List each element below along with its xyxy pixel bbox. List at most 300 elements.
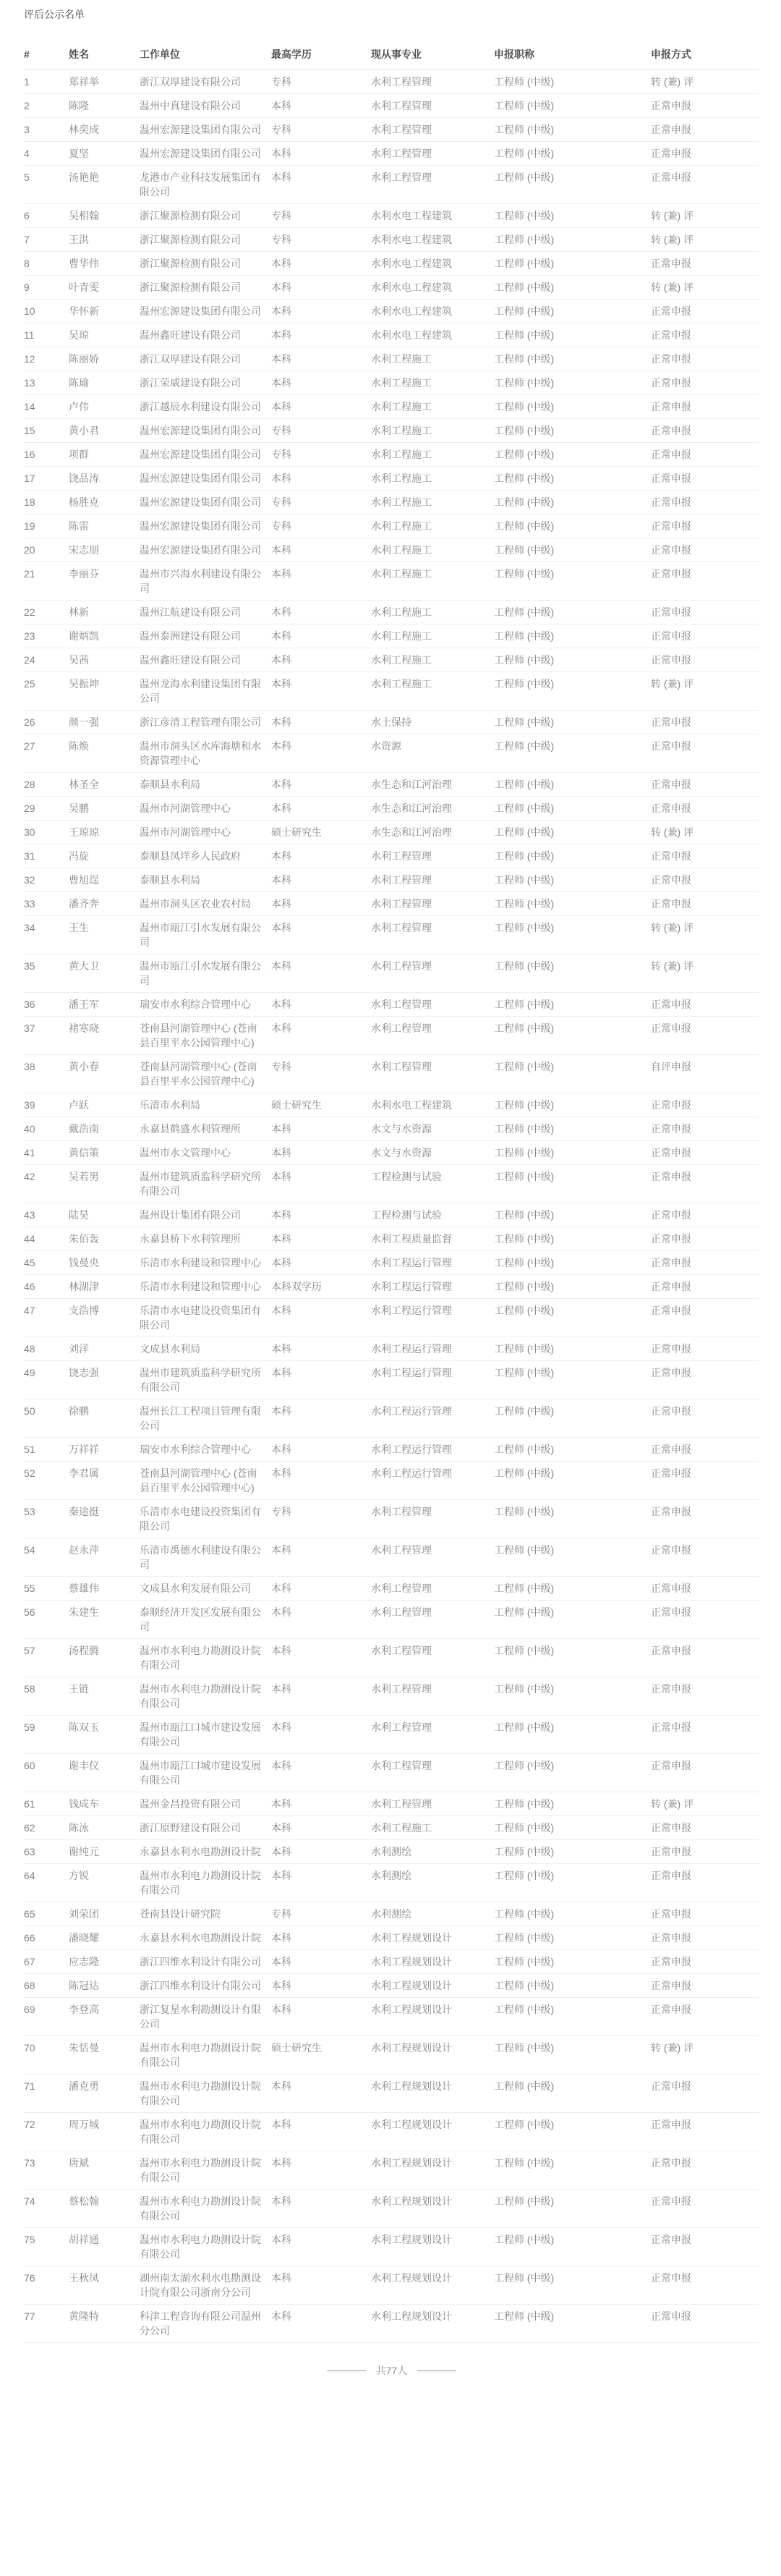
- cell-profession: 水利工程规划设计: [371, 2266, 494, 2305]
- cell-method: 转 (兼) 评: [651, 1792, 759, 1816]
- table-row: [24, 538, 759, 562]
- cell-title: 工程师 (中级): [494, 443, 651, 467]
- table-row: [24, 467, 759, 491]
- cell-name: 应志隆: [69, 1950, 140, 1974]
- cell-title: 工程师 (中级): [494, 868, 651, 892]
- cell-title: 工程师 (中级): [494, 1438, 651, 1462]
- cell-name: 王琼琼: [69, 821, 140, 844]
- cell-index: 31: [24, 844, 69, 868]
- cell-index: 24: [24, 648, 69, 672]
- cell-title: 工程师 (中级): [494, 821, 651, 844]
- cell-title: 工程师 (中级): [494, 1950, 651, 1974]
- cell-profession: 水利工程施工: [371, 347, 494, 371]
- cell-education: 本科: [271, 868, 371, 892]
- cell-method: 转 (兼) 评: [651, 228, 759, 252]
- cell-method: 转 (兼) 评: [651, 821, 759, 844]
- cell-title: 工程师 (中级): [494, 1299, 651, 1337]
- table-row: [24, 2228, 759, 2266]
- col-header-name: 姓名: [69, 39, 140, 70]
- cell-employer: 乐清市水电建设投资集团有限公司: [140, 1500, 271, 1538]
- cell-education: 本科: [271, 1716, 371, 1754]
- cell-profession: 水文与水资源: [371, 1141, 494, 1165]
- table-row: [24, 821, 759, 844]
- cell-profession: 水利工程运行管理: [371, 1399, 494, 1438]
- cell-name: 华怀新: [69, 300, 140, 323]
- applicants-table: [24, 39, 759, 2343]
- cell-profession: 水土保持: [371, 711, 494, 734]
- cell-title: 工程师 (中级): [494, 1639, 651, 1677]
- cell-profession: 水利工程规划设计: [371, 1974, 494, 1998]
- cell-education: 本科: [271, 1864, 371, 1902]
- cell-education: 本科: [271, 1165, 371, 1203]
- cell-education: 本科: [271, 1754, 371, 1792]
- cell-employer: 温州市河湖管理中心: [140, 821, 271, 844]
- cell-index: 49: [24, 1361, 69, 1399]
- cell-education: 专科: [271, 1902, 371, 1926]
- cell-employer: 温州鑫旺建设有限公司: [140, 648, 271, 672]
- cell-name: 吴振坤: [69, 672, 140, 711]
- cell-index: 27: [24, 734, 69, 773]
- cell-profession: 水利工程管理: [371, 142, 494, 166]
- cell-employer: 浙江四维水利设计有限公司: [140, 1950, 271, 1974]
- cell-employer: 温州市水利电力勘测设计院有限公司: [140, 1677, 271, 1716]
- cell-title: 工程师 (中级): [494, 892, 651, 916]
- cell-title: 工程师 (中级): [494, 1141, 651, 1165]
- cell-name: 林湖津: [69, 1275, 140, 1299]
- cell-profession: 水利工程运行管理: [371, 1251, 494, 1275]
- cell-title: 工程师 (中级): [494, 916, 651, 954]
- table-row: [24, 1093, 759, 1117]
- cell-name: 胡祥通: [69, 2228, 140, 2266]
- cell-name: 宋志朋: [69, 538, 140, 562]
- cell-title: 工程师 (中级): [494, 395, 651, 419]
- cell-employer: 温州宏源建设集团有限公司: [140, 118, 271, 142]
- cell-name: 陈雷: [69, 514, 140, 538]
- cell-index: 39: [24, 1093, 69, 1117]
- cell-education: 硕士研究生: [271, 821, 371, 844]
- cell-employer: 温州宏源建设集团有限公司: [140, 491, 271, 514]
- cell-education: 本科: [271, 1926, 371, 1950]
- cell-method: 正常申报: [651, 491, 759, 514]
- cell-method: 正常申报: [651, 1864, 759, 1902]
- table-row: [24, 734, 759, 773]
- cell-title: 工程师 (中级): [494, 538, 651, 562]
- cell-employer: 温州市水利电力勘测设计院有限公司: [140, 2151, 271, 2190]
- table-row: [24, 166, 759, 204]
- cell-method: 转 (兼) 评: [651, 672, 759, 711]
- cell-name: 唐斌: [69, 2151, 140, 2190]
- cell-employer: 温州江航建设有限公司: [140, 601, 271, 624]
- cell-title: 工程师 (中级): [494, 1677, 651, 1716]
- cell-education: 本科: [271, 797, 371, 821]
- cell-name: 徐鹏: [69, 1399, 140, 1438]
- table-row: [24, 1165, 759, 1203]
- cell-employer: 温州市水利电力勘测设计院有限公司: [140, 2113, 271, 2151]
- cell-education: 本科: [271, 1299, 371, 1337]
- table-row: [24, 1864, 759, 1902]
- cell-profession: 水利工程运行管理: [371, 1462, 494, 1500]
- cell-education: 本科: [271, 993, 371, 1017]
- cell-method: 自评申报: [651, 1055, 759, 1093]
- cell-education: 专科: [271, 70, 371, 94]
- cell-education: 本科: [271, 1538, 371, 1577]
- table-row: [24, 514, 759, 538]
- cell-employer: 苍南县河湖管理中心 (苍南县百里平水公园管理中心): [140, 1017, 271, 1055]
- cell-education: 本科: [271, 734, 371, 773]
- cell-education: 本科: [271, 601, 371, 624]
- cell-profession: 水利工程管理: [371, 118, 494, 142]
- footer-total: 共77人: [375, 2365, 408, 2376]
- cell-profession: 水利工程管理: [371, 94, 494, 118]
- cell-education: 本科: [271, 1203, 371, 1227]
- table-row: [24, 1816, 759, 1840]
- cell-employer: 温州宏源建设集团有限公司: [140, 514, 271, 538]
- cell-employer: 乐清市水电建设投资集团有限公司: [140, 1299, 271, 1337]
- cell-title: 工程师 (中级): [494, 1577, 651, 1601]
- cell-index: 11: [24, 323, 69, 347]
- cell-index: 14: [24, 395, 69, 419]
- table-row: [24, 672, 759, 711]
- table-row: [24, 491, 759, 514]
- cell-method: 正常申报: [651, 1998, 759, 2036]
- cell-profession: 水利工程施工: [371, 601, 494, 624]
- cell-index: 50: [24, 1399, 69, 1438]
- cell-index: 61: [24, 1792, 69, 1816]
- cell-index: 29: [24, 797, 69, 821]
- cell-method: 正常申报: [651, 2266, 759, 2305]
- cell-title: 工程师 (中级): [494, 1165, 651, 1203]
- cell-title: 工程师 (中级): [494, 2190, 651, 2228]
- cell-index: 32: [24, 868, 69, 892]
- cell-education: 专科: [271, 1055, 371, 1093]
- cell-index: 58: [24, 1677, 69, 1716]
- table-row: [24, 395, 759, 419]
- cell-index: 77: [24, 2305, 69, 2343]
- cell-name: 陆昊: [69, 1203, 140, 1227]
- cell-employer: 温州宏源建设集团有限公司: [140, 300, 271, 323]
- cell-method: 正常申报: [651, 1677, 759, 1716]
- cell-employer: 温州宏源建设集团有限公司: [140, 538, 271, 562]
- cell-name: 杨胜克: [69, 491, 140, 514]
- table-row: [24, 1203, 759, 1227]
- cell-profession: 水利工程规划设计: [371, 2113, 494, 2151]
- cell-index: 5: [24, 166, 69, 204]
- cell-index: 59: [24, 1716, 69, 1754]
- cell-employer: 温州龙海水利建设集团有限公司: [140, 672, 271, 711]
- table-row: [24, 1055, 759, 1093]
- cell-index: 43: [24, 1203, 69, 1227]
- cell-title: 工程师 (中级): [494, 1337, 651, 1361]
- table-row: [24, 1950, 759, 1974]
- cell-education: 硕士研究生: [271, 2036, 371, 2075]
- cell-name: 潘克勇: [69, 2075, 140, 2113]
- cell-method: 正常申报: [651, 467, 759, 491]
- cell-name: 陈隆: [69, 94, 140, 118]
- cell-employer: 温州鑫旺建设有限公司: [140, 323, 271, 347]
- cell-employer: 温州市瓯江引水发展有限公司: [140, 954, 271, 993]
- table-row: [24, 300, 759, 323]
- table-row: [24, 94, 759, 118]
- cell-profession: 工程检测与试验: [371, 1165, 494, 1203]
- cell-title: 工程师 (中级): [494, 1251, 651, 1275]
- cell-profession: 水利水电工程建筑: [371, 1093, 494, 1117]
- cell-employer: 浙江聚源检测有限公司: [140, 204, 271, 228]
- cell-employer: 温州宏源建设集团有限公司: [140, 443, 271, 467]
- cell-profession: 水利工程管理: [371, 993, 494, 1017]
- cell-employer: 苍南县河湖管理中心 (苍南县百里平水公园管理中心): [140, 1462, 271, 1500]
- cell-employer: 文成县水利发展有限公司: [140, 1577, 271, 1601]
- cell-method: 正常申报: [651, 1251, 759, 1275]
- cell-method: 正常申报: [651, 300, 759, 323]
- cell-name: 谢纯元: [69, 1840, 140, 1864]
- cell-index: 52: [24, 1462, 69, 1500]
- cell-name: 颜一强: [69, 711, 140, 734]
- table-body: [24, 70, 759, 2343]
- footer-dash-left: [327, 2370, 366, 2371]
- cell-title: 工程师 (中级): [494, 467, 651, 491]
- cell-employer: 泰顺县凤垟乡人民政府: [140, 844, 271, 868]
- cell-employer: 温州市洞头区水库海塘和水资源管理中心: [140, 734, 271, 773]
- cell-profession: 水利工程施工: [371, 1816, 494, 1840]
- table-row: [24, 1840, 759, 1864]
- cell-profession: 水利工程施工: [371, 419, 494, 443]
- cell-title: 工程师 (中级): [494, 1361, 651, 1399]
- cell-index: 62: [24, 1816, 69, 1840]
- table-row: [24, 1275, 759, 1299]
- cell-index: 66: [24, 1926, 69, 1950]
- cell-employer: 温州金昌投资有限公司: [140, 1792, 271, 1816]
- cell-profession: 水利工程运行管理: [371, 1275, 494, 1299]
- table-row: [24, 1399, 759, 1438]
- cell-method: 正常申报: [651, 2075, 759, 2113]
- cell-index: 41: [24, 1141, 69, 1165]
- cell-method: 正常申报: [651, 1337, 759, 1361]
- cell-profession: 水利工程规划设计: [371, 1998, 494, 2036]
- cell-employer: 温州市建筑质监科学研究所有限公司: [140, 1361, 271, 1399]
- cell-index: 10: [24, 300, 69, 323]
- table-row: [24, 1926, 759, 1950]
- cell-title: 工程师 (中级): [494, 1055, 651, 1093]
- cell-education: 本科: [271, 2190, 371, 2228]
- cell-profession: 水利工程规划设计: [371, 2228, 494, 2266]
- cell-profession: 水利工程运行管理: [371, 1337, 494, 1361]
- cell-title: 工程师 (中级): [494, 1117, 651, 1141]
- cell-method: 正常申报: [651, 94, 759, 118]
- cell-employer: 温州市兴海水利建设有限公司: [140, 562, 271, 601]
- cell-index: 64: [24, 1864, 69, 1902]
- cell-education: 本科: [271, 648, 371, 672]
- cell-profession: 水利工程运行管理: [371, 1438, 494, 1462]
- col-header-education: 最高学历: [271, 39, 371, 70]
- cell-name: 周万城: [69, 2113, 140, 2151]
- cell-index: 7: [24, 228, 69, 252]
- cell-method: 正常申报: [651, 347, 759, 371]
- cell-employer: 温州市瓯江口城市建设发展有限公司: [140, 1716, 271, 1754]
- cell-method: 正常申报: [651, 166, 759, 204]
- cell-index: 21: [24, 562, 69, 601]
- cell-method: 转 (兼) 评: [651, 954, 759, 993]
- table-row: [24, 1792, 759, 1816]
- cell-profession: 水文与水资源: [371, 1117, 494, 1141]
- cell-profession: 水利工程管理: [371, 1500, 494, 1538]
- cell-index: 34: [24, 916, 69, 954]
- cell-profession: 水利工程管理: [371, 954, 494, 993]
- cell-profession: 水利工程管理: [371, 1639, 494, 1677]
- cell-education: 本科: [271, 1337, 371, 1361]
- cell-name: 李丽芬: [69, 562, 140, 601]
- cell-education: 本科: [271, 347, 371, 371]
- cell-title: 工程师 (中级): [494, 204, 651, 228]
- cell-education: 本科: [271, 1462, 371, 1500]
- cell-name: 秦途挺: [69, 1500, 140, 1538]
- cell-method: 正常申报: [651, 1227, 759, 1251]
- cell-profession: 水利工程管理: [371, 892, 494, 916]
- cell-method: 正常申报: [651, 844, 759, 868]
- cell-method: 正常申报: [651, 624, 759, 648]
- cell-method: 正常申报: [651, 118, 759, 142]
- cell-method: 正常申报: [651, 1816, 759, 1840]
- cell-employer: 浙江越辰水利建设有限公司: [140, 395, 271, 419]
- cell-profession: 水利工程管理: [371, 1055, 494, 1093]
- cell-title: 工程师 (中级): [494, 300, 651, 323]
- cell-method: 正常申报: [651, 1840, 759, 1864]
- table-row: [24, 2266, 759, 2305]
- cell-employer: 温州泰洲建设有限公司: [140, 624, 271, 648]
- cell-title: 工程师 (中级): [494, 2036, 651, 2075]
- cell-method: 正常申报: [651, 2305, 759, 2343]
- cell-profession: 水利水电工程建筑: [371, 204, 494, 228]
- table-row: [24, 773, 759, 797]
- cell-title: 工程师 (中级): [494, 1974, 651, 1998]
- cell-education: 本科: [271, 166, 371, 204]
- table-row: [24, 1017, 759, 1055]
- cell-education: 本科: [271, 1792, 371, 1816]
- cell-index: 4: [24, 142, 69, 166]
- cell-education: 专科: [271, 228, 371, 252]
- cell-name: 林奕成: [69, 118, 140, 142]
- cell-employer: 温州市水利电力勘测设计院有限公司: [140, 2228, 271, 2266]
- table-row: [24, 371, 759, 395]
- cell-method: 正常申报: [651, 601, 759, 624]
- cell-name: 褚寒晓: [69, 1017, 140, 1055]
- cell-method: 正常申报: [651, 419, 759, 443]
- cell-index: 12: [24, 347, 69, 371]
- cell-name: 蔡雄伟: [69, 1577, 140, 1601]
- cell-name: 赵永萍: [69, 1538, 140, 1577]
- cell-title: 工程师 (中级): [494, 993, 651, 1017]
- cell-education: 本科: [271, 252, 371, 276]
- cell-index: 51: [24, 1438, 69, 1462]
- cell-method: 正常申报: [651, 711, 759, 734]
- table-row: [24, 1716, 759, 1754]
- cell-name: 李登高: [69, 1998, 140, 2036]
- cell-employer: 温州市瓯江口城市建设发展有限公司: [140, 1754, 271, 1792]
- table-row: [24, 954, 759, 993]
- cell-name: 方锐: [69, 1864, 140, 1902]
- cell-profession: 水利工程管理: [371, 844, 494, 868]
- table-header: [24, 39, 759, 70]
- cell-method: 正常申报: [651, 1299, 759, 1337]
- cell-name: 刘荣团: [69, 1902, 140, 1926]
- cell-index: 35: [24, 954, 69, 993]
- cell-name: 汤艳艳: [69, 166, 140, 204]
- cell-profession: 水生态和江河治理: [371, 797, 494, 821]
- cell-name: 黄小春: [69, 1055, 140, 1093]
- cell-method: 正常申报: [651, 1974, 759, 1998]
- cell-name: 陈双玉: [69, 1716, 140, 1754]
- cell-index: 33: [24, 892, 69, 916]
- cell-index: 68: [24, 1974, 69, 1998]
- cell-method: 正常申报: [651, 892, 759, 916]
- cell-name: 吴琼: [69, 323, 140, 347]
- cell-index: 26: [24, 711, 69, 734]
- cell-method: 正常申报: [651, 1639, 759, 1677]
- cell-education: 本科: [271, 711, 371, 734]
- cell-index: 72: [24, 2113, 69, 2151]
- cell-method: 正常申报: [651, 443, 759, 467]
- cell-name: 潘晓耀: [69, 1926, 140, 1950]
- cell-profession: 水利水电工程建筑: [371, 323, 494, 347]
- cell-method: 正常申报: [651, 371, 759, 395]
- cell-name: 汤程腾: [69, 1639, 140, 1677]
- cell-title: 工程师 (中级): [494, 1462, 651, 1500]
- cell-method: 正常申报: [651, 1538, 759, 1577]
- cell-profession: 水利工程管理: [371, 1792, 494, 1816]
- cell-profession: 水利工程规划设计: [371, 2190, 494, 2228]
- cell-method: 转 (兼) 评: [651, 276, 759, 300]
- cell-index: 60: [24, 1754, 69, 1792]
- cell-education: 本科: [271, 300, 371, 323]
- col-header-method: 申报方式: [651, 39, 759, 70]
- cell-profession: 水利工程管理: [371, 1754, 494, 1792]
- cell-education: 本科: [271, 142, 371, 166]
- cell-employer: 乐清市水利建设和管理中心: [140, 1251, 271, 1275]
- cell-education: 本科: [271, 1639, 371, 1677]
- cell-index: 57: [24, 1639, 69, 1677]
- cell-index: 28: [24, 773, 69, 797]
- cell-title: 工程师 (中级): [494, 1203, 651, 1227]
- cell-name: 谢丰仪: [69, 1754, 140, 1792]
- col-header-employer: 工作单位: [140, 39, 271, 70]
- cell-employer: 科津工程咨询有限公司温州分公司: [140, 2305, 271, 2343]
- table-header-row: [24, 39, 759, 70]
- cell-education: 本科: [271, 672, 371, 711]
- cell-education: 本科: [271, 2075, 371, 2113]
- cell-employer: 温州市水利电力勘测设计院有限公司: [140, 2075, 271, 2113]
- cell-name: 刘洋: [69, 1337, 140, 1361]
- table-row: [24, 2075, 759, 2113]
- cell-profession: 水利工程管理: [371, 1601, 494, 1639]
- cell-name: 钱曼央: [69, 1251, 140, 1275]
- cell-title: 工程师 (中级): [494, 734, 651, 773]
- cell-profession: 水利工程管理: [371, 868, 494, 892]
- cell-profession: 水利工程施工: [371, 395, 494, 419]
- cell-profession: 水利工程管理: [371, 1538, 494, 1577]
- cell-education: 本科: [271, 467, 371, 491]
- cell-education: 本科: [271, 395, 371, 419]
- table-row: [24, 648, 759, 672]
- cell-name: 王洪: [69, 228, 140, 252]
- cell-profession: 水利工程规划设计: [371, 2075, 494, 2113]
- cell-profession: 水利工程施工: [371, 514, 494, 538]
- cell-name: 陈焕: [69, 734, 140, 773]
- table-row: [24, 1117, 759, 1141]
- col-header-title: 申报职称: [494, 39, 651, 70]
- footer: [24, 2363, 759, 2378]
- cell-method: 正常申报: [651, 142, 759, 166]
- cell-method: 正常申报: [651, 1093, 759, 1117]
- cell-profession: 水利工程施工: [371, 491, 494, 514]
